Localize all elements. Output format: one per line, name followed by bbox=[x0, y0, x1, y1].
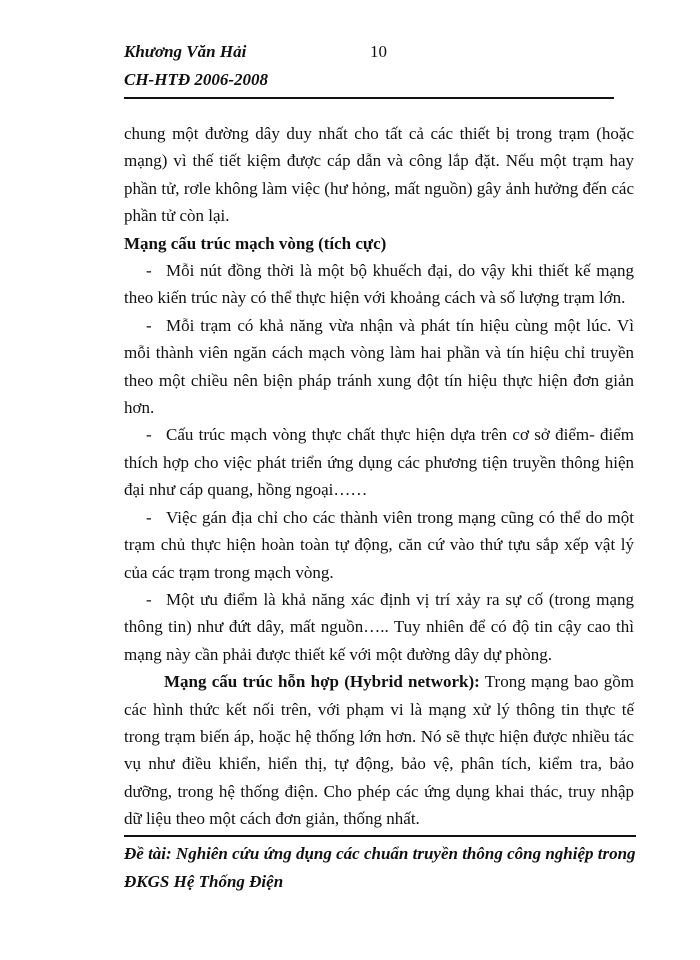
header-course: CH-HTĐ 2006-2008 bbox=[124, 70, 269, 89]
bullet-dash: - bbox=[146, 425, 152, 445]
footer-thesis-subtitle: ĐKGS Hệ Thống Điện bbox=[124, 872, 284, 891]
header-divider bbox=[124, 97, 614, 99]
bullet-item bbox=[124, 421, 634, 503]
footer-divider bbox=[124, 835, 636, 837]
bullet-item bbox=[124, 312, 634, 422]
hybrid-heading: Mạng cấu trúc hỗn hợp (Hybrid network): bbox=[164, 672, 480, 692]
bullet-dash: - bbox=[146, 261, 152, 281]
paragraph-hybrid bbox=[124, 668, 634, 832]
bullet-item bbox=[124, 504, 634, 586]
section-heading-ring: Mạng cấu trúc mạch vòng (tích cực) bbox=[124, 233, 387, 253]
bullet-item bbox=[124, 257, 634, 312]
bullet-text: Mỗi trạm có khả năng vừa nhận và phát tín hiệu cùng một lúc. Vì mỗi thành viên ngăn cách mạch vòng làm hai phần và tín hiệu chỉ truyền theo một chiều nên biện pháp tránh xung đột tín hiệu thực hiện đơn giản hơn. bbox=[124, 315, 634, 418]
hybrid-text: Trong mạng bao gồm các hình thức kết nối trên, với phạm vi là mạng xử lý thông tin thực tế trong trạm biến áp, hoặc hệ thống lớn hơn. Nó sẽ thực hiện được nhiều tác vụ như điều khiển, hiển thị, tự động, bảo vệ, phân tích, kiểm tra, bảo dưỡng, trong hệ thống điện. Cho phép các ứng dụng khai thác, truy nhập dữ liệu theo một cách đơn giản, thống nhất. bbox=[124, 672, 634, 829]
footer bbox=[124, 840, 644, 896]
paragraph-bus-continued: chung một đường dây duy nhất cho tất cả các thiết bị trong trạm (hoặc mạng) vì thế tiết kiệm được cáp dẫn và công lắp đặt. Nếu một trạm hay phần tử, rơle không làm việc (hư hỏng, mất nguồn) gây ảnh hưởng đến các phần tử còn lại. bbox=[124, 124, 634, 226]
page-number: 10 bbox=[370, 42, 387, 61]
document-body bbox=[124, 120, 634, 833]
bullet-dash: - bbox=[146, 315, 152, 335]
bullet-text: Cấu trúc mạch vòng thực chất thực hiện dựa trên cơ sở điểm- điểm thích hợp cho việc phát triển ứng dụng các phương tiện truyền thông hiện đại như cáp quang, hồng ngoại…… bbox=[124, 425, 634, 500]
bullet-text: Việc gán địa chỉ cho các thành viên trong mạng cũng có thể do một trạm chủ thực hiện hoàn toàn tự động, căn cứ vào thứ tựu sắp xếp vật lý của các trạm trong mạch vòng. bbox=[124, 507, 634, 582]
bullet-item bbox=[124, 586, 634, 668]
bullet-dash: - bbox=[146, 507, 152, 527]
bullet-text: Mỗi nút đồng thời là một bộ khuếch đại, do vậy khi thiết kế mạng theo kiến trúc này có thể thực hiện với khoảng cách và số lượng trạm lớn. bbox=[124, 261, 634, 308]
footer-thesis-title: Đề tài: Nghiên cứu ứng dụng các chuẩn truyền thông công nghiệp trong bbox=[124, 844, 636, 863]
bullet-text: Một ưu điểm là khả năng xác định vị trí xảy ra sự cố (trong mạng thông tin) như đứt dây, mất nguồn….. Tuy nhiên để có độ tin cậy cao thì mạng này cần phải được thiết kế với một đường dây dự phòng. bbox=[124, 589, 634, 664]
header-author: Khương Văn Hải bbox=[124, 42, 247, 61]
bullet-dash: - bbox=[146, 589, 152, 609]
